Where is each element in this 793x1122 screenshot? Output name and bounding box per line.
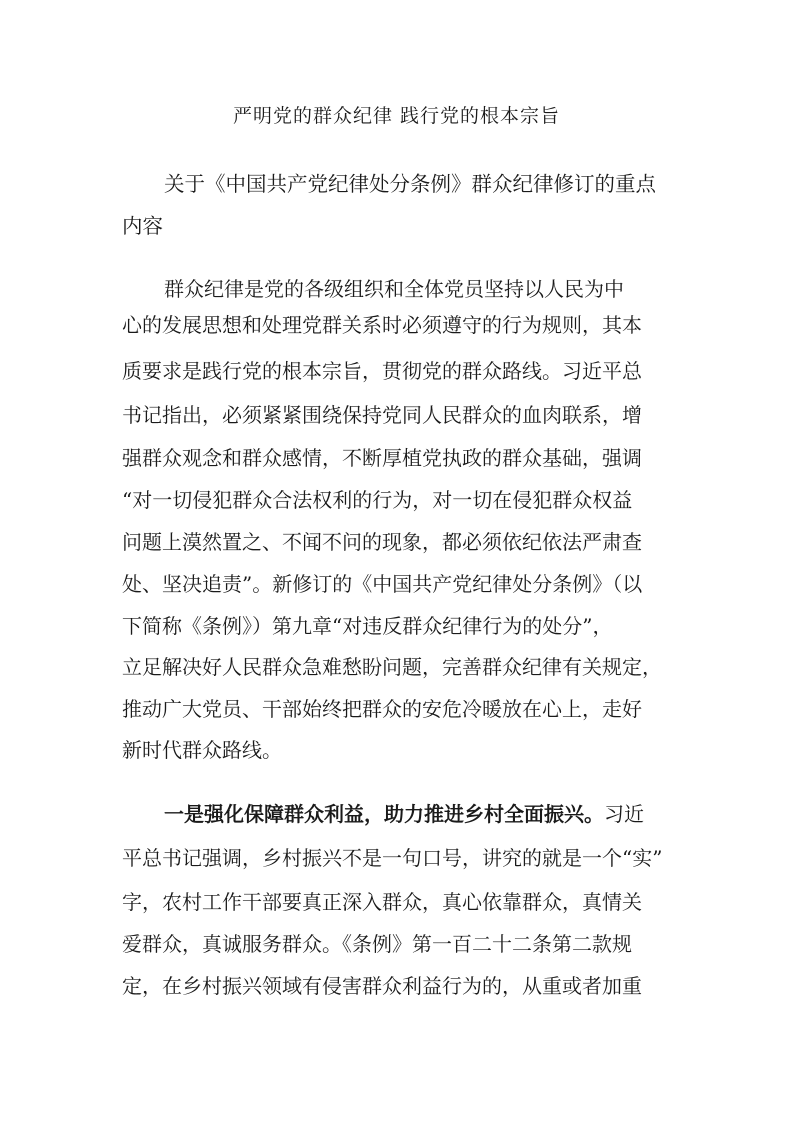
paragraph1-line: 新时代群众路线。 (122, 738, 282, 762)
paragraph2-line: 定，在乡村振兴领域有侵害群众利益行为的，从重或者加重 (122, 974, 642, 998)
paragraph1-line: “对一切侵犯群众合法权利的行为，对一切在侵犯群众权益 (122, 488, 633, 512)
subtitle-line-1: 关于《中国共产党纪律处分条例》群众纪律修订的重点 (164, 172, 656, 196)
subtitle-line-2: 内容 (122, 214, 163, 238)
document-title: 严明党的群众纪律 践行党的根本宗旨 (232, 105, 561, 127)
paragraph1-line: 心的发展思想和处理党群关系时必须遵守的行为规则，其本 (122, 313, 642, 337)
paragraph1-line: 下简称《条例》）第九章“对违反群众纪律行为的处分”， (122, 614, 613, 638)
paragraph2-bold-lead: 一是强化保障群众利益，助力推进乡村全面振兴。 (164, 802, 604, 826)
paragraph2-first-line (164, 800, 644, 828)
paragraph1-line: 处、坚决追责”。新修订的《中国共产党纪律处分条例》（以 (122, 572, 643, 596)
paragraph1-line: 书记指出，必须紧紧围绕保持党同人民群众的血肉联系，增 (122, 403, 642, 427)
paragraph2-first-rest: 习近 (604, 802, 644, 826)
paragraph1-line: 立足解决好人民群众急难愁盼问题，完善群众纪律有关规定， (122, 655, 662, 679)
paragraph2-line: 字，农村工作干部要真正深入群众，真心依靠群众，真情关 (122, 890, 642, 914)
paragraph1-line: 群众纪律是党的各级组织和全体党员坚持以人民为中 (164, 277, 624, 301)
paragraph2-line: 爱群众，真诚服务群众。《条例》第一百二十二条第二款规 (122, 932, 632, 956)
paragraph2-line: 平总书记强调，乡村振兴不是一句口号，讲究的就是一个“实” (122, 846, 663, 870)
paragraph1-line: 强群众观念和群众感情，不断厚植党执政的群众基础，强调 (122, 446, 642, 470)
paragraph1-line: 问题上漠然置之、不闻不问的现象，都必须依纪依法严肃查 (122, 530, 642, 554)
paragraph1-line: 质要求是践行党的根本宗旨，贯彻党的群众路线。习近平总 (122, 359, 642, 383)
paragraph1-line: 推动广大党员、干部始终把群众的安危冷暖放在心上，走好 (122, 697, 642, 721)
